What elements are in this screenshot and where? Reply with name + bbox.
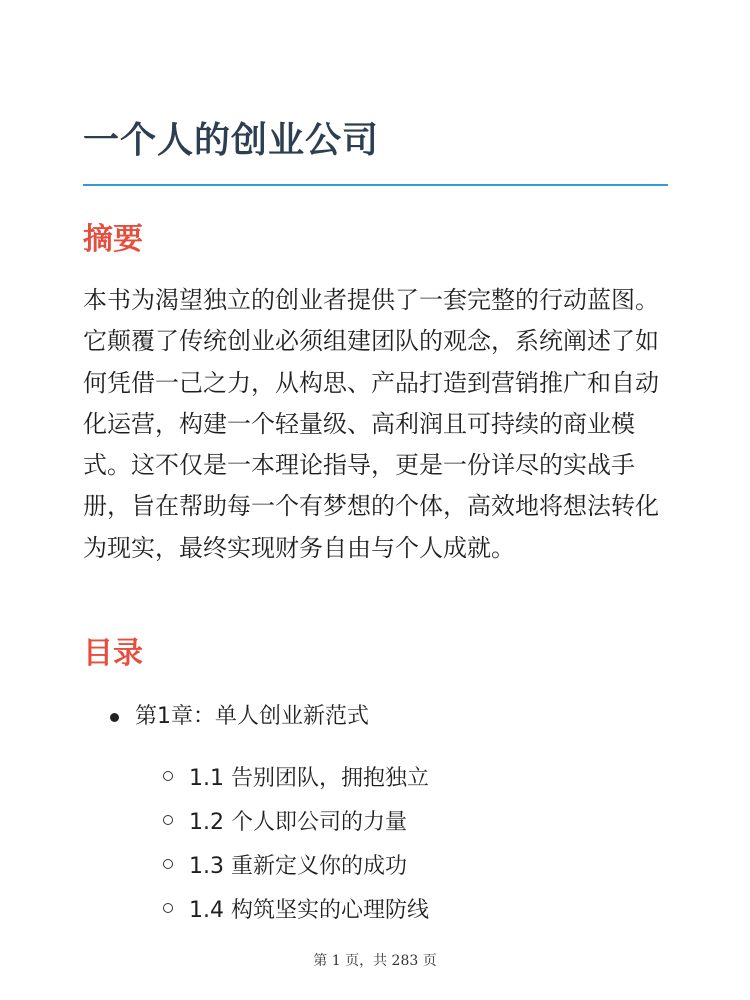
toc-heading: 目录 [83, 636, 143, 671]
toc-section-item [163, 842, 429, 886]
document-title: 一个人的创业公司 [83, 120, 380, 161]
bullet-circle-icon [163, 859, 173, 869]
bullet-disc-icon [110, 713, 119, 722]
summary-heading: 摘要 [83, 222, 143, 257]
toc-section-label: 1.4 构筑坚实的心理防线 [189, 897, 429, 923]
bullet-circle-icon [163, 771, 173, 781]
bullet-circle-icon [163, 815, 173, 825]
toc-chapter-label: 第1章：单人创业新范式 [135, 704, 369, 729]
toc-section-label: 1.2 个人即公司的力量 [189, 809, 407, 835]
toc-chapter-item [110, 700, 369, 734]
summary-paragraph: 本书为渴望独立的创业者提供了一套完整的行动蓝图。它颠覆了传统创业必须组建团队的观念，系统阐述了如何凭借一己之力，从构思、产品打造到营销推广和自动化运营，构建一个轻量级、高利润且可持续的商业模式。这不仅是一本理论指导，更是一份详尽的实战手册，旨在帮助每一个有梦想的个体，高效地将想法转化为现实，最终实现财务自由与个人成就。 [83, 286, 659, 562]
bullet-circle-icon [163, 903, 173, 913]
toc-section-label: 1.1 告别团队，拥抱独立 [189, 765, 429, 791]
toc-section-list [163, 754, 429, 930]
toc-section-item [163, 798, 429, 842]
toc-section-label: 1.3 重新定义你的成功 [189, 853, 407, 879]
title-divider [83, 184, 668, 186]
toc-section-item [163, 754, 429, 798]
toc-section-item [163, 886, 429, 930]
page-number-footer: 第 1 页，共 283 页 [313, 953, 437, 969]
